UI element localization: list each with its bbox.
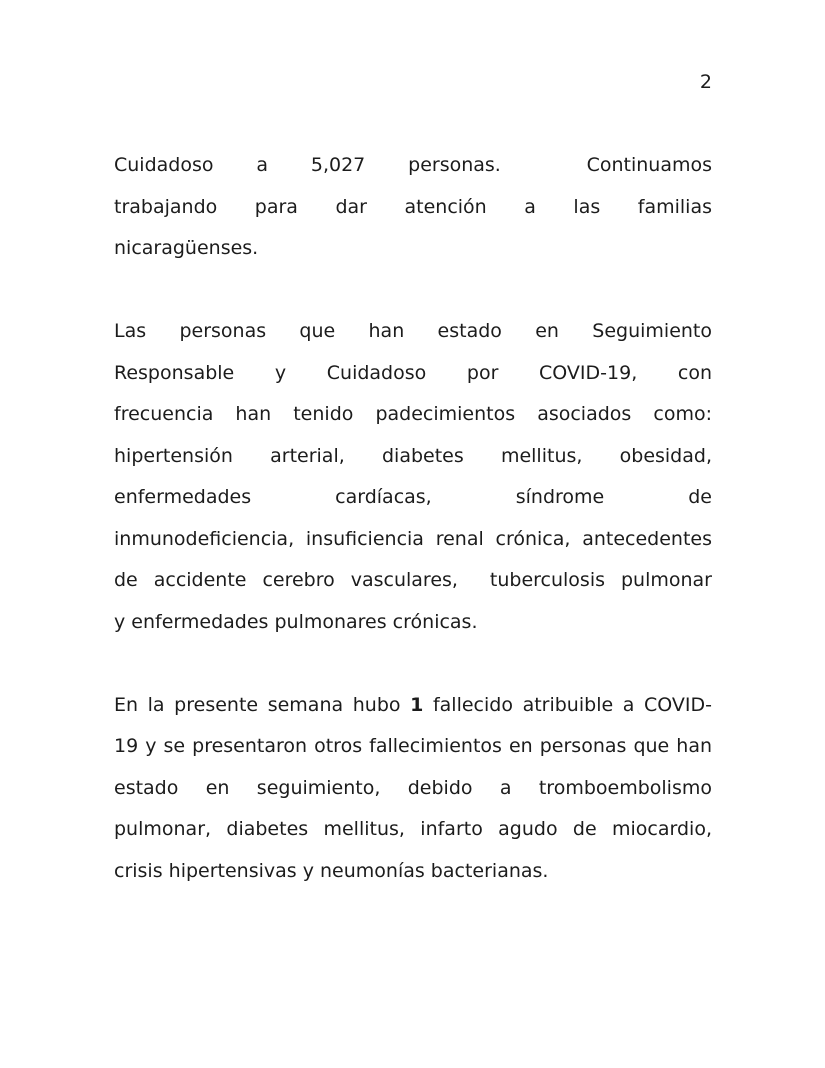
- text-segment: hipertensión arterial, diabetes mellitus, obesidad,: [114, 444, 712, 467]
- text-segment: Cuidadoso a 5,027 personas. Continuamos: [114, 154, 712, 176]
- text-segment: fallecido atribuible a COVID-: [423, 693, 712, 716]
- paragraph-1: [114, 145, 712, 270]
- page-number: 2: [699, 71, 712, 93]
- text-segment: frecuencia han tenido padecimientos asociados como:: [114, 403, 712, 425]
- text-line: [114, 353, 712, 395]
- text-line: [114, 394, 712, 436]
- text-line: [114, 436, 712, 478]
- text-segment: En la presente semana hubo: [114, 693, 411, 716]
- paragraph-3: [114, 685, 712, 893]
- text-segment: trabajando para dar atención a las familias: [114, 195, 712, 218]
- paragraph-2: [114, 311, 712, 643]
- text-line: [114, 768, 712, 810]
- text-segment: estado en seguimiento, debido a tromboembolismo: [114, 776, 712, 799]
- text-segment: de accidente cerebro vasculares, tuberculosis pulmonar: [114, 569, 712, 591]
- bold-text: 1: [410, 693, 424, 716]
- text-line: [114, 560, 712, 602]
- text-line: [114, 726, 712, 768]
- text-line: [114, 602, 712, 644]
- text-segment: Responsable y Cuidadoso por COVID-19, con: [114, 361, 712, 384]
- document-body: [114, 145, 712, 892]
- text-segment: nicaragüenses.: [114, 237, 259, 259]
- text-line: [114, 685, 712, 727]
- text-line: [114, 851, 712, 893]
- text-segment: crisis hipertensivas y neumonías bacterianas.: [114, 859, 549, 882]
- text-line: [114, 477, 712, 519]
- text-line: [114, 809, 712, 851]
- text-segment: inmunodeficiencia, insuficiencia renal crónica, antecedentes: [114, 527, 712, 550]
- text-line: [114, 228, 712, 270]
- text-segment: y enfermedades pulmonares crónicas.: [114, 610, 478, 633]
- text-line: [114, 187, 712, 229]
- text-line: [114, 311, 712, 353]
- text-segment: Las personas que han estado en Seguimiento: [114, 320, 712, 342]
- text-line: [114, 145, 712, 187]
- text-line: [114, 519, 712, 561]
- text-segment: 19 y se presentaron otros fallecimientos en personas que han: [114, 735, 712, 757]
- text-segment: enfermedades cardíacas, síndrome de: [114, 486, 712, 508]
- text-segment: pulmonar, diabetes mellitus, infarto agudo de miocardio,: [114, 818, 712, 840]
